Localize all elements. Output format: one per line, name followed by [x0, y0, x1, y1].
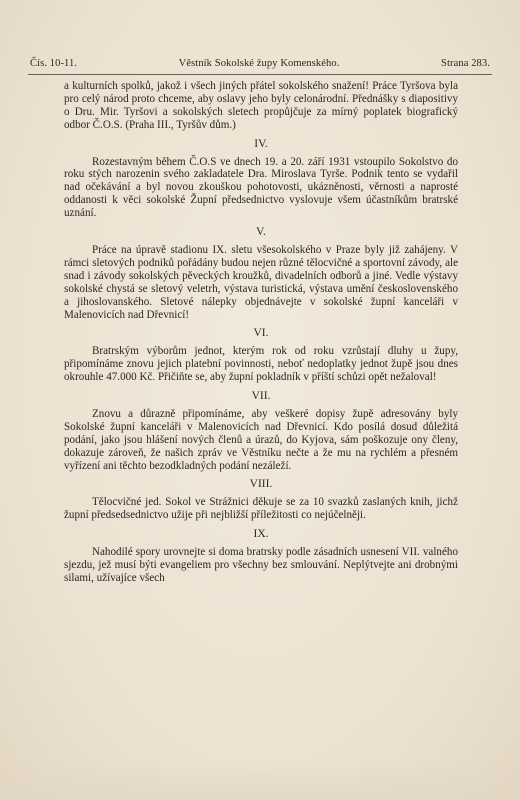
- section-heading-viii: VIII.: [249, 478, 273, 491]
- paragraph-continued: a kulturních spolků, jakož i všech jiných přátel sokolského snažení! Práce Tyršova byla pro celý národ proto chceme, aby oslavy jeho byly celonárodní. Přednášky s diapositivy o Dru. Mir. Tyršovi a sokolských sletech propůjčuje za mírný poplatek biografický odbor Č.O.S. (Praha III., Tyršův dům.): [64, 80, 458, 131]
- section-heading-vi: VI.: [253, 327, 269, 340]
- paragraph-ix: Nahodilé spory urovnejte si doma bratrsky podle zásadních usnesení VII. valného sjezdu, jež musí býti evangeliem pro všechny bez smlouvání. Neplýtvejte ani drobnými silami, užívajíce všech: [64, 546, 458, 584]
- section-heading-v: V.: [256, 226, 266, 239]
- page-edge-shading: [0, 760, 520, 800]
- paragraph-v: Práce na úpravě stadionu IX. sletu všesokolského v Praze byly již zahájeny. V rámci sletových podniků pořádány budou nejen různé tělocvičné a sportovní závody, ale snad i závody sokolských pěveckých kroužků, divadelních odborů a jiné. Vedle výstavy sokolské chystá se sletový veletrh, výstava turistická, výstava umění československého a jihoslovanského. Sletové nálepky objednávejte v sokolské župní kanceláři v Malenovicích nad Dřevnicí!: [64, 243, 458, 321]
- paragraph-vi: Bratrským výborům jednot, kterým rok od roku vzrůstají dluhy u župy, připomínáme znovu jejich platební povinnosti, neboť nedoplatky jednot župě jsou dnes okrouhle 47.000 Kč. Přičiňte se, aby župní pokladník v příští schůzi opět nežaloval!: [64, 345, 458, 384]
- paragraph-viii: Tělocvičné jed. Sokol ve Strážnici děkuje se za 10 svazků zaslaných knih, jichž župní předsedsednictvo užije při nejbližší příležitosti co nejúčelněji.: [64, 496, 458, 522]
- paragraph-iv: Rozestavným během Č.O.S ve dnech 19. a 20. září 1931 vstoupilo Sokolstvo do roku stých narozenin svého zakladatele Dra. Miroslava Tyrše. Podnik tento se vydařil nad očekávání a byl novou zkouškou pohotovosti, ukázněnosti, věrnosti a naprosté oddanosti k věci sokolské Župní předsednictvo vyslovuje všem účastníkům bratrské uznání.: [64, 155, 458, 220]
- section-heading-vii: VII.: [251, 390, 271, 403]
- body-text: [64, 80, 458, 585]
- header-rule: [28, 74, 492, 75]
- running-header: [30, 58, 490, 69]
- paragraph-vii: Znovu a důrazně připomínáme, aby veškeré dopisy župě adresovány byly Sokolské župní kanceláři v Malenovicích nad Dřevnicí. Kdo posílá dosud důležitá podání, jako jsou hlášení nových členů a úrazů, do Kyjova, sám poškozuje ony členy, dokazuje zároveň, že našich zpráv ve Věstníku nečte a že mu na rychlém a přesném vyřízení ani těchto bezodkladných podání nezáleží.: [64, 407, 458, 472]
- page-number: Strana 283.: [441, 58, 490, 69]
- section-heading-iv: IV.: [254, 137, 268, 150]
- journal-title: Věstník Sokolské župy Komenského.: [178, 58, 340, 69]
- issue-number: Čís. 10-11.: [30, 58, 78, 69]
- section-heading-ix: IX.: [253, 528, 269, 541]
